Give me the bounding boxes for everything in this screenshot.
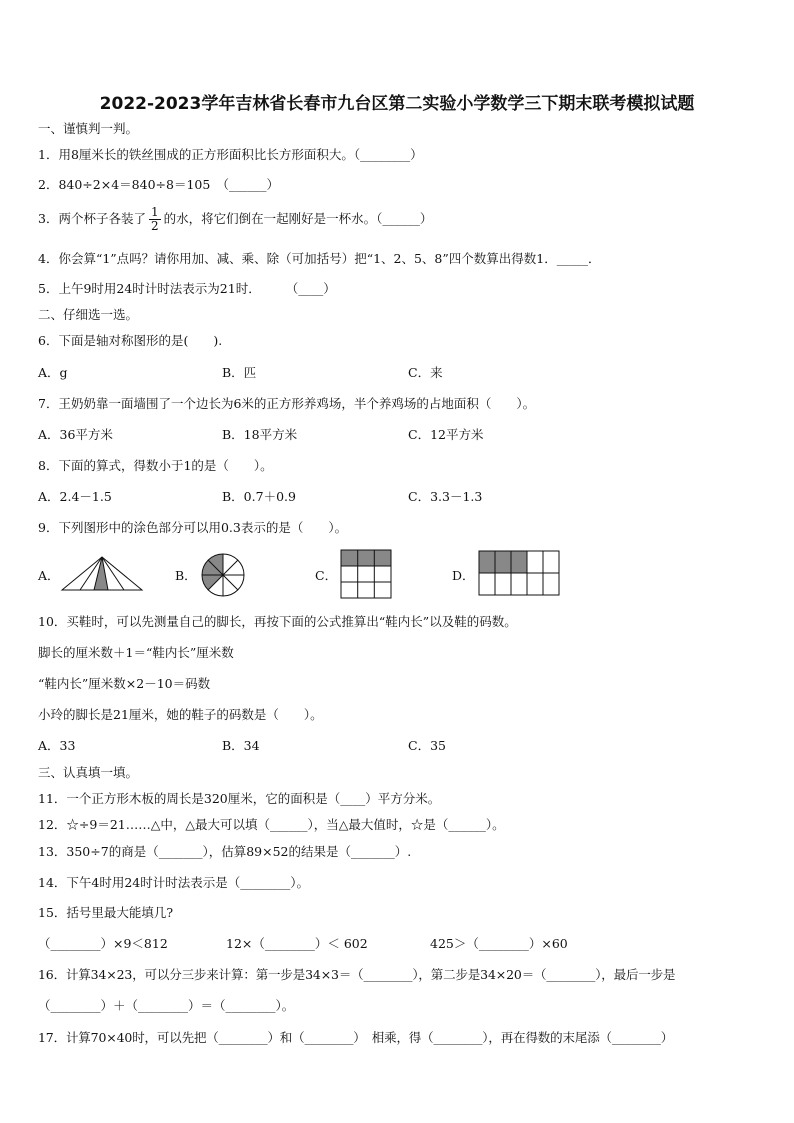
question-6: 6．下面是轴对称图形的是( ). <box>38 333 223 348</box>
q10-option-a: A．33 <box>38 738 76 753</box>
q6-option-c: C．来 <box>408 365 443 380</box>
q9-figure-circle <box>200 552 246 598</box>
q10-formula-2: “鞋内长”厘米数×2－10＝码数 <box>38 676 211 691</box>
question-15: 15．括号里最大能填几? <box>38 905 174 920</box>
q15-part-2: 12×（________）＜ 602 <box>226 936 368 951</box>
question-8: 8．下面的算式，得数小于1的是（ ）。 <box>38 458 273 473</box>
question-17: 17．计算70×40时，可以先把（________）和（________） 相乘，得（________），再在得数的末尾添（________） <box>38 1030 674 1045</box>
question-3-pre: 3．两个杯子各装了 <box>38 211 146 226</box>
q8-option-a: A．2.4－1.5 <box>38 489 112 504</box>
q7-option-b: B．18平方米 <box>222 427 298 442</box>
fraction-denominator: 2 <box>150 219 159 233</box>
section-heading-2: 二、仔细选一选。 <box>38 307 139 322</box>
page-title: 2022-2023学年吉林省长春市九台区第二实验小学数学三下期末联考模拟试题 <box>99 94 695 114</box>
question-16-line-2: （________）＋（________）＝（________）。 <box>38 998 295 1013</box>
question-1: 1．用8厘米长的铁丝围成的正方形面积比长方形面积大。（________） <box>38 147 423 162</box>
section-heading-3: 三、认真填一填。 <box>38 765 139 780</box>
q6-option-b: B．匹 <box>222 365 257 380</box>
question-12: 12．☆÷9＝21……△中，△最大可以填（______），当△最大值时，☆是（______）。 <box>38 817 505 832</box>
question-7: 7．王奶奶靠一面墙围了一个边长为6米的正方形养鸡场，半个养鸡场的占地面积（ ）。 <box>38 396 536 411</box>
q9-figure-triangle <box>60 555 144 593</box>
question-4: 4．你会算“1”点吗？请你用加、减、乘、除（可加括号）把“1、2、5、8”四个数算出得数1．_____． <box>38 251 601 266</box>
q10-ask: 小玲的脚长是21厘米，她的鞋子的码数是（ ）。 <box>38 707 323 722</box>
q15-part-3: 425＞（________）×60 <box>430 936 568 951</box>
q7-option-c: C．12平方米 <box>408 427 484 442</box>
question-2: 2．840÷2×4＝840÷8＝105 （______） <box>38 177 280 192</box>
q10-option-c: C．35 <box>408 738 446 753</box>
question-14: 14．下午4时用24时计时法表示是（________）。 <box>38 875 310 890</box>
q15-part-1: （________）×9＜812 <box>38 936 168 951</box>
question-11: 11．一个正方形木板的周长是320厘米，它的面积是（____）平方分米。 <box>38 791 441 806</box>
section-heading-1: 一、谨慎判一判。 <box>38 121 139 136</box>
q10-formula-1: 脚长的厘米数＋1＝“鞋内长”厘米数 <box>38 645 234 660</box>
question-13: 13．350÷7的商是（_______），估算89×52的结果是（_______）. <box>38 844 412 859</box>
q9-label-b: B． <box>175 568 197 583</box>
question-16-line-1: 16．计算34×23，可以分三步来计算：第一步是34×3＝（________），第二步是34×20＝（________），最后一步是 <box>38 967 676 982</box>
question-5: 5．上午9时用24时计时法表示为21时． （____） <box>38 281 336 296</box>
q6-option-a: A．g <box>38 365 68 380</box>
fraction-numerator: 1 <box>150 205 159 219</box>
q7-option-a: A．36平方米 <box>38 427 113 442</box>
fraction-half <box>149 206 161 233</box>
q10-option-b: B．34 <box>222 738 260 753</box>
q9-figure-grid-d <box>478 550 562 596</box>
question-10: 10．买鞋时，可以先测量自己的脚长，再按下面的公式推算出“鞋内长”以及鞋的码数。 <box>38 614 517 629</box>
q8-option-b: B．0.7＋0.9 <box>222 489 296 504</box>
q9-label-c: C． <box>315 568 338 583</box>
q9-label-a: A． <box>38 568 60 583</box>
question-9: 9．下列图形中的涂色部分可以用0.3表示的是（ ）。 <box>38 520 348 535</box>
q9-figure-grid-c <box>340 549 392 599</box>
question-3 <box>38 204 432 234</box>
q8-option-c: C．3.3－1.3 <box>408 489 483 504</box>
question-3-post: 的水，将它们倒在一起刚好是一杯水。（______） <box>163 211 433 226</box>
q9-label-d: D． <box>452 568 475 583</box>
